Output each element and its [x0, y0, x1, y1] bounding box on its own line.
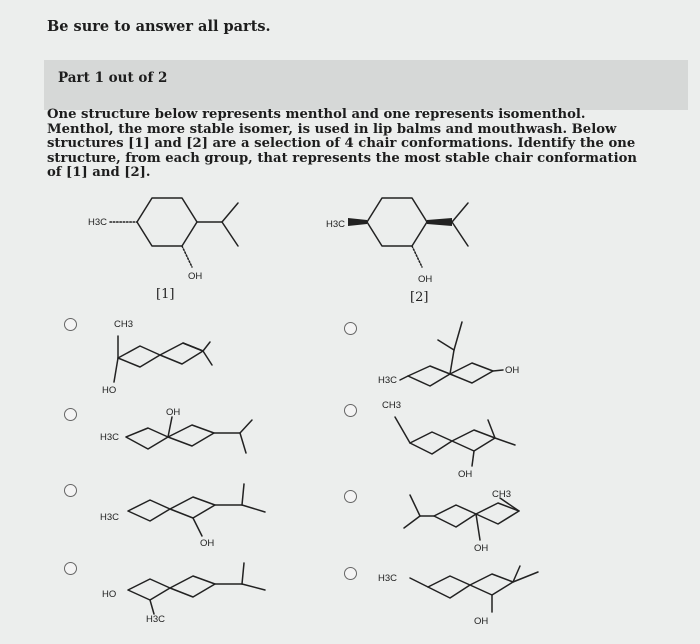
- s1-caption: [1]: [156, 287, 175, 302]
- instruction-text: Be sure to answer all parts.: [47, 18, 271, 35]
- g2-chair-d: [410, 566, 538, 612]
- g2d-methyl-label: H3C: [378, 573, 398, 584]
- group1-option-d-radio[interactable]: [64, 562, 77, 575]
- g2a-methyl-label: H3C: [378, 375, 398, 386]
- g2-chair-c: [404, 495, 519, 540]
- s1-hydroxyl-label: OH: [188, 271, 203, 282]
- g2b-methyl-label: CH3: [382, 400, 402, 411]
- group2-option-a-radio[interactable]: [344, 322, 357, 335]
- question-text: One structure below represents menthol and one represents isomenthol. Menthol, the more stable isomer, is used in lip balms and mouthwash. Below structures [1] and [2] are a selection of 4 chair conformations. Identify the one structure, from each group, that represents the most stable chair conformation of [1] and [2].: [47, 107, 637, 180]
- group1-option-a-radio[interactable]: [64, 318, 77, 331]
- part-label: Part 1 out of 2: [58, 70, 168, 86]
- s2-methyl-label: H3C: [326, 219, 346, 230]
- g2a-hydroxyl-label: OH: [505, 365, 520, 376]
- g1a-methyl-label: CH3: [114, 319, 134, 330]
- structure-2: [367, 198, 468, 267]
- g2b-hydroxyl-label: OH: [458, 469, 473, 480]
- g2-chair-b: [395, 417, 515, 466]
- s2-caption: [2]: [410, 290, 429, 305]
- g2c-methyl-label: CH3: [492, 489, 512, 500]
- group1-option-b-radio[interactable]: [64, 408, 77, 421]
- s1-methyl-label: H3C: [88, 217, 108, 228]
- g2c-hydroxyl-label: OH: [474, 543, 489, 554]
- g1a-hydroxyl-label: HO: [102, 385, 117, 396]
- g1d-hydroxyl-label: HO: [102, 589, 117, 600]
- g1-chair-d: [128, 563, 265, 614]
- g1-chair-b: [126, 417, 252, 453]
- g1b-methyl-label: H3C: [100, 432, 120, 443]
- g1b-hydroxyl-label: OH: [166, 407, 181, 418]
- g2d-hydroxyl-label: OH: [474, 616, 489, 627]
- g2-chair-a: [400, 322, 503, 386]
- g1-chair-a: [114, 336, 212, 382]
- group2-option-b-radio[interactable]: [344, 404, 357, 417]
- g1c-methyl-label: H3C: [100, 512, 120, 523]
- structure-1: [110, 198, 238, 267]
- g1d-methyl-label: H3C: [146, 614, 166, 625]
- group1-option-c-radio[interactable]: [64, 484, 77, 497]
- s2-hydroxyl-label: OH: [418, 274, 433, 285]
- group2-option-c-radio[interactable]: [344, 490, 357, 503]
- g1-chair-c: [128, 484, 265, 536]
- group2-option-d-radio[interactable]: [344, 567, 357, 580]
- g1c-hydroxyl-label: OH: [200, 538, 215, 549]
